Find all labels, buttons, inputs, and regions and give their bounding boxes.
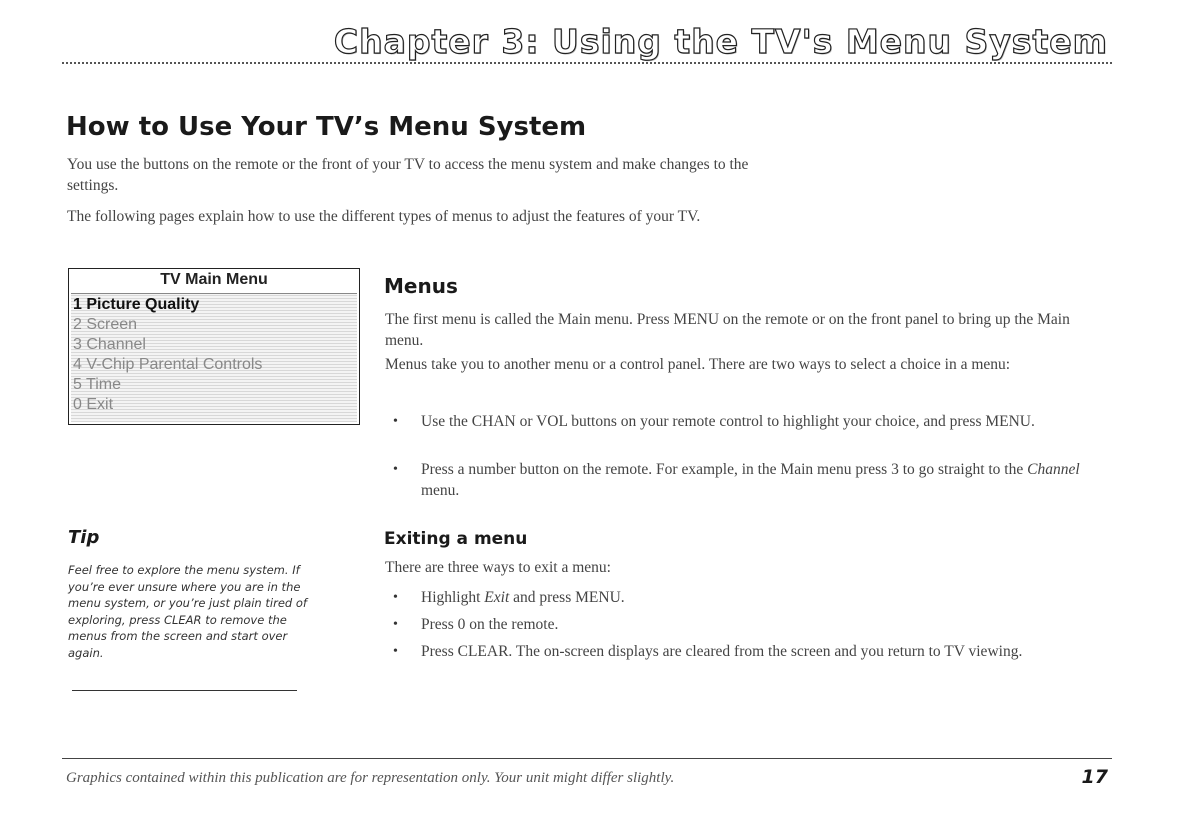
menu-graphic-list	[71, 293, 357, 422]
section-title: How to Use Your TV’s Menu System	[66, 112, 587, 142]
exiting-bullet-press-clear: • Press CLEAR. The on-screen displays are cleared from the screen and you return to TV viewing.	[421, 641, 1101, 662]
menu-graphic-item-picture-quality: 1 Picture Quality	[73, 296, 200, 313]
menu-graphic-item-channel: 3 Channel	[73, 336, 146, 353]
menu-graphic-item-exit: 0 Exit	[73, 396, 114, 413]
exiting-bullet-1-text-b: and press MENU.	[509, 589, 625, 606]
chapter-rule	[62, 62, 1112, 64]
tip-text: Feel free to explore the menu system. If you’re ever unsure where you are in the menu system, or you’re just plain tired of exploring, press CLEAR to remove the menus from the screen and start over again.	[68, 563, 307, 660]
exiting-bullet-1-text-a: Highlight	[421, 589, 485, 606]
menus-bullet-number-text-b: menu.	[421, 482, 460, 499]
menus-paragraph-1: The first menu is called the Main menu. Press MENU on the remote or on the front panel to bring up the Main menu.	[385, 311, 1070, 349]
page-number: 17	[1081, 766, 1108, 788]
menu-graphic-item-v-chip: 4 V-Chip Parental Controls	[73, 356, 263, 373]
tip-rule	[72, 690, 297, 691]
intro-paragraph-1: You use the buttons on the remote or the front of your TV to access the menu system and make changes to the settings.	[67, 156, 749, 194]
menu-graphic-item-time: 5 Time	[73, 376, 122, 393]
menus-bullet-chan-vol: • Use the CHAN or VOL buttons on your remote control to highlight your choice, and press MENU.	[421, 411, 1101, 432]
tip-heading: Tip	[68, 527, 100, 548]
menus-bullet-number-channel: Channel	[1027, 461, 1080, 478]
intro-paragraph-2: The following pages explain how to use the different types of menus to adjust the features of your TV.	[67, 208, 701, 225]
menu-graphic-title: TV Main Menu	[160, 271, 268, 288]
tv-main-menu-graphic	[68, 268, 360, 425]
footer-note: Graphics contained within this publication are for representation only. Your unit might differ slightly.	[66, 770, 675, 786]
menus-bullet-number-text-a: Press a number button on the remote. For example, in the Main menu press 3 to go straight to the	[421, 461, 1028, 478]
exiting-bullet-press-zero: • Press 0 on the remote.	[421, 614, 1101, 635]
exiting-bullet-highlight-exit	[421, 587, 1101, 608]
menu-graphic-item-screen: 2 Screen	[73, 316, 138, 333]
menus-heading: Menus	[384, 274, 458, 298]
exiting-bullet-1-exit: Exit	[484, 589, 510, 606]
menus-bullet-number	[421, 459, 1101, 501]
exiting-heading: Exiting a menu	[384, 529, 528, 549]
footer-rule	[62, 758, 1112, 759]
chapter-title: Chapter 3: Using the TV's Menu System	[333, 22, 1108, 61]
menus-paragraph-2: Menus take you to another menu or a control panel. There are two ways to select a choice in a menu:	[385, 356, 1011, 373]
exiting-intro: There are three ways to exit a menu:	[385, 559, 611, 576]
